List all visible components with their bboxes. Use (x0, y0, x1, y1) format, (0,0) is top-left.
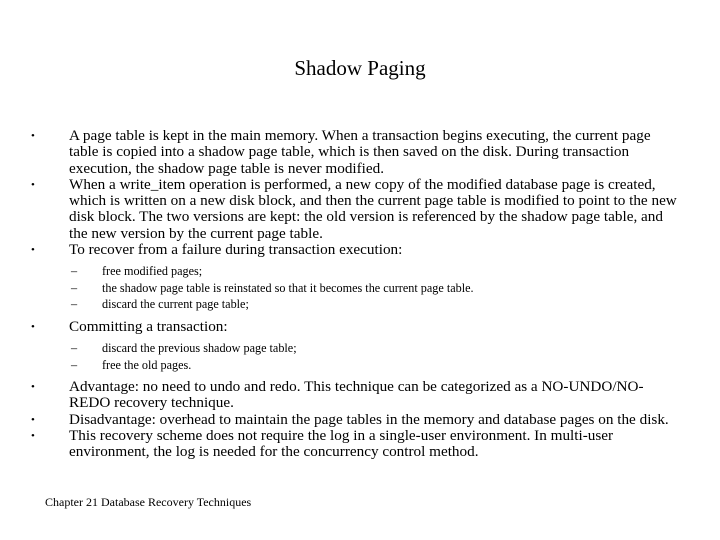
sub-item-text: discard the previous shadow page table; (102, 341, 297, 356)
bullet-text: Disadvantage: overhead to maintain the page tables in the memory and database pages on the disk. (69, 410, 669, 428)
bullet-text: A page table is kept in the main memory. When a transaction begins executing, the current page table is copied into a shadow page table, which is then saved on the disk. During transaction execution, the shadow page table is never modified. (69, 127, 651, 177)
bullet-marker: • (31, 244, 35, 257)
sub-item-text: the shadow page table is reinstated so that it becomes the current page table. (102, 280, 474, 295)
slide-body (27, 128, 677, 461)
sub-list (27, 263, 677, 313)
sub-item-text: free the old pages. (102, 357, 192, 372)
dash-marker: – (71, 357, 78, 372)
bullet-marker: • (31, 320, 35, 333)
bullet-marker: • (31, 430, 35, 443)
sub-item (27, 296, 677, 313)
dash-marker: – (71, 280, 78, 295)
bullet-marker: • (31, 381, 35, 394)
bullet-item (27, 128, 677, 177)
bullet-marker: • (31, 413, 35, 426)
sub-item (27, 280, 677, 297)
dash-marker: – (71, 264, 78, 279)
sub-item (27, 340, 677, 357)
sub-list (27, 340, 677, 373)
sub-item (27, 263, 677, 280)
sub-item-text: discard the current page table; (102, 297, 249, 312)
bullet-text: This recovery scheme does not require the log in a single-user environment. In multi-user environment, the log is needed for the concurrency control method. (69, 427, 614, 461)
slide-footer: Chapter 21 Database Recovery Techniques (45, 495, 252, 509)
bullet-text: Committing a transaction: (69, 317, 228, 335)
dash-marker: – (71, 341, 78, 356)
bullet-text: When a write_item operation is performed, a new copy of the modified database page is created, which is written on a new disk block, and then the current page table is modified to point to the new disk block. The two versions are kept: the old version is referenced by the shadow page table, and the new version by the current page table. (69, 175, 677, 242)
bullet-item (27, 319, 677, 335)
bullet-item (27, 428, 677, 461)
dash-marker: – (71, 297, 78, 312)
sub-item-text: free modified pages; (102, 264, 203, 279)
bullet-marker: • (31, 178, 35, 191)
sub-item (27, 357, 677, 374)
bullet-item (27, 379, 677, 412)
bullet-item (27, 177, 677, 242)
bullet-item (27, 242, 677, 258)
bullet-text: To recover from a failure during transaction execution: (69, 241, 403, 259)
bullet-text: Advantage: no need to undo and redo. This technique can be categorized as a NO-UNDO/NO-REDO recovery technique. (69, 378, 644, 412)
bullet-marker: • (31, 130, 35, 142)
bullet-item (27, 412, 677, 428)
slide-title: Shadow Paging (294, 56, 426, 80)
